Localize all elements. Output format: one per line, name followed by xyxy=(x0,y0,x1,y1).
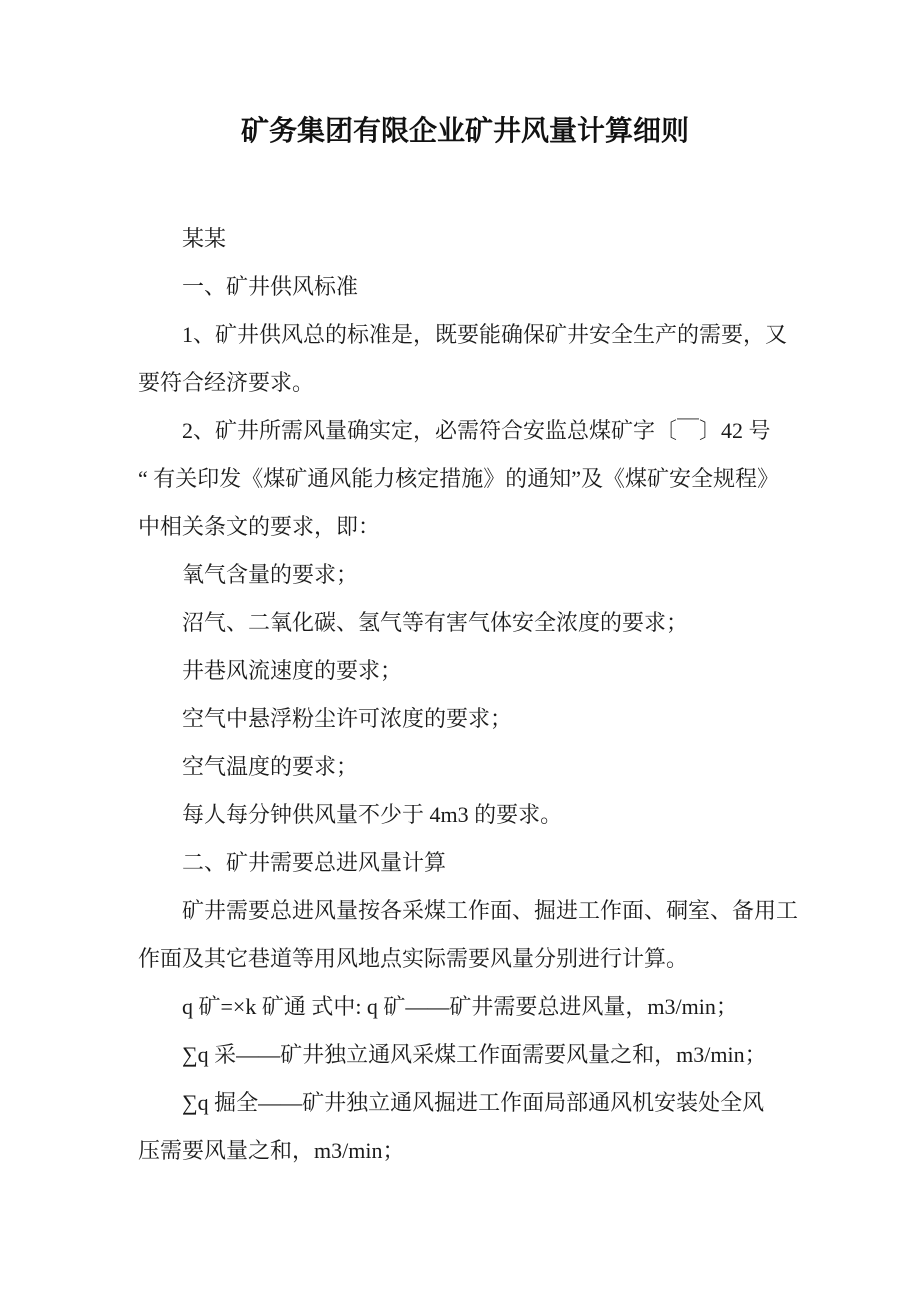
text-line: 空气中悬浮粉尘许可浓度的要求； xyxy=(182,706,513,731)
text-line: 二、矿井需要总进风量计算 xyxy=(182,850,447,875)
text-line: “ 有关印发《煤矿通风能力核定措施》的通知”及《煤矿安全规程》 xyxy=(138,466,780,491)
text-line: ∑q 掘全——矿井独立通风掘进工作面局部通风机安装处全风 xyxy=(182,1090,765,1115)
text-line: 一、矿井供风标准 xyxy=(182,274,359,299)
text-line: 作面及其它巷道等用风地点实际需要风量分别进行计算。 xyxy=(138,946,689,971)
text-line: 要符合经济要求。 xyxy=(138,370,315,395)
text-line: 某某 xyxy=(182,226,227,251)
text-line: 中相关条文的要求，即： xyxy=(138,514,381,539)
text-line: 矿井需要总进风量按各采煤工作面、掘进工作面、硐室、备用工 xyxy=(182,898,799,923)
text-line: q 矿=×k 矿通 式中: q 矿——矿井需要总进风量，m3/min； xyxy=(182,994,738,1019)
text-line: 沼气、二氧化碳、氢气等有害气体安全浓度的要求； xyxy=(182,610,689,635)
text-line: 氧气含量的要求； xyxy=(182,562,359,587)
text-line: 2、矿井所需风量确实定，必需符合安监总煤矿字〔￣〕42 号 xyxy=(182,418,771,443)
text-line: 空气温度的要求； xyxy=(182,754,359,779)
text-line: 1、矿井供风总的标准是，既要能确保矿井安全生产的需要，又 xyxy=(182,322,788,347)
text-line: 井巷风流速度的要求； xyxy=(182,658,403,683)
document-body xyxy=(138,215,799,1175)
text-line: ∑q 采——矿井独立通风采煤工作面需要风量之和，m3/min； xyxy=(182,1042,767,1067)
document-title: 矿务集团有限企业矿井风量计算细则 xyxy=(240,116,689,147)
text-line: 每人每分钟供风量不少于 4m3 的要求。 xyxy=(182,802,563,827)
text-line: 压需要风量之和，m3/min； xyxy=(138,1138,405,1163)
